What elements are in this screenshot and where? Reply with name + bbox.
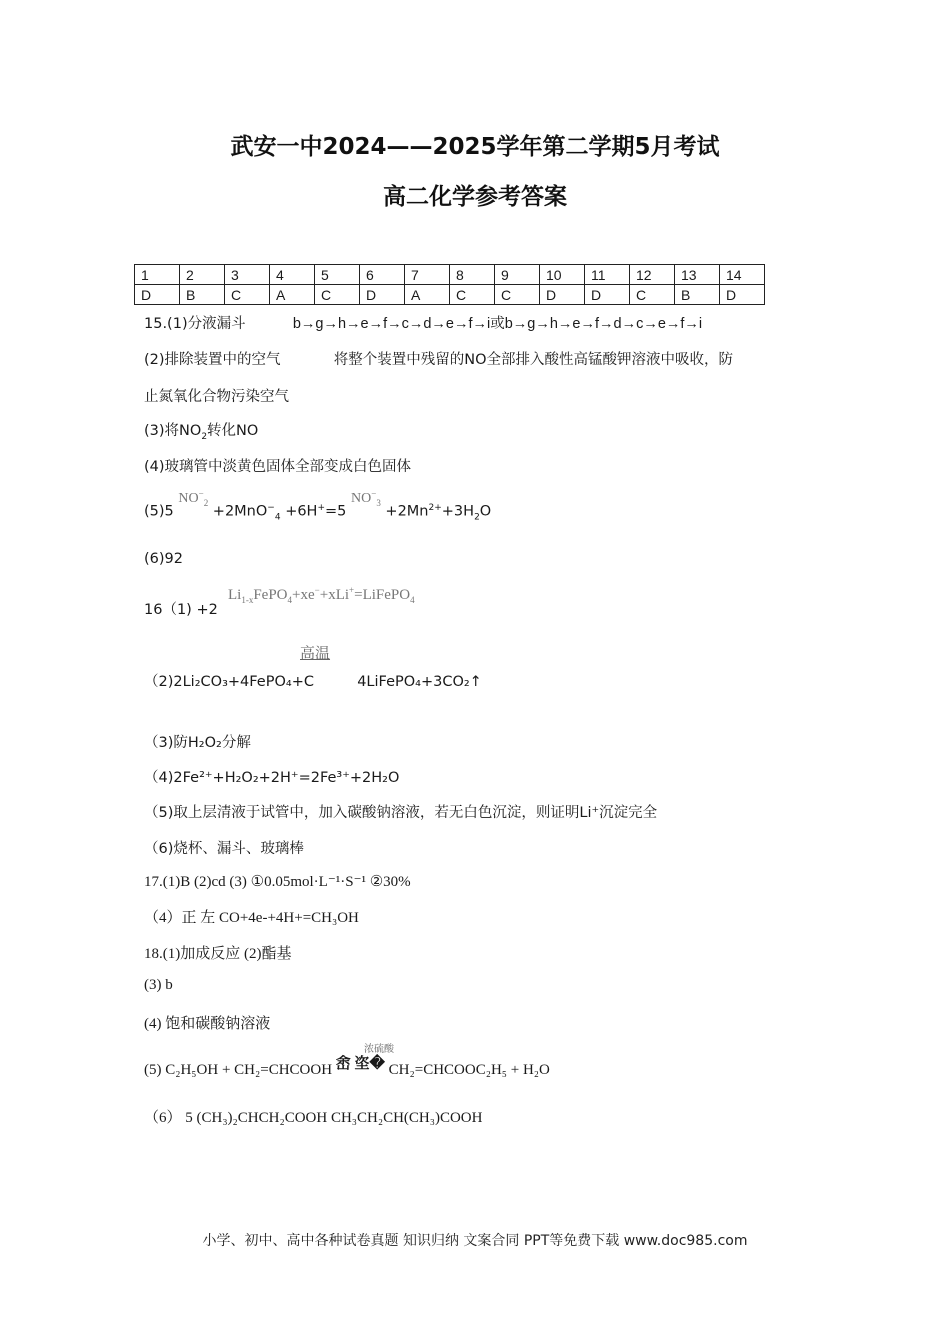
q15-5-eq: =5	[325, 503, 347, 520]
answer-cell: C	[630, 285, 675, 305]
q16-line-3: （3)防H₂O₂分解	[144, 735, 251, 751]
question-number-cell: 1	[135, 265, 180, 285]
answer-cell: D	[135, 285, 180, 305]
high-temp-condition: 高温	[300, 646, 331, 662]
q18-line-3: (4) 饱和碳酸钠溶液	[144, 1016, 271, 1032]
q16-line-2	[144, 670, 482, 691]
answer-cell: C	[495, 285, 540, 305]
q15-5-h2o-a: +3H	[441, 503, 475, 520]
answer-table-answer-row	[135, 285, 765, 305]
catalyst-condition: 浓硫酸	[364, 1044, 394, 1055]
page-title: 武安一中2024——2025学年第二学期5月考试	[230, 134, 720, 160]
question-number-cell: 5	[315, 265, 360, 285]
q16-2-products: 4LiFePO₄+3CO₂↑	[357, 674, 482, 690]
q15-3-text-a: (3)将NO	[144, 423, 202, 439]
q15-5-h2o-b: O	[479, 503, 492, 520]
q18-line-2: (3) b	[144, 977, 173, 993]
q18-line-1: 18.(1)加成反应 (2)酯基	[144, 946, 292, 962]
answer-cell: D	[585, 285, 630, 305]
answer-cell: C	[225, 285, 270, 305]
q16-2-reactants: （2)2Li₂CO₃+4FePO₄+C	[144, 674, 314, 690]
q17-line-2: （4）正 左 CO+4e-+4H+=CH₃OH	[144, 910, 359, 926]
q15-line-4: (3)将$NO_2$转化NO	[144, 423, 259, 442]
answer-cell: C	[450, 285, 495, 305]
q15-3-text-b: 转化NO	[207, 423, 259, 439]
question-number-cell: 11	[585, 265, 630, 285]
question-number-cell: 4	[270, 265, 315, 285]
question-number-cell: 13	[675, 265, 720, 285]
q15-line-7: (6)92	[144, 551, 183, 567]
q15-2-answer-b: 将整个装置中残留的NO全部排入酸性高锰酸钾溶液中吸收，防	[333, 352, 734, 368]
q18-line-4	[144, 1058, 550, 1079]
q15-5-h: +6H	[285, 503, 318, 520]
q15-line-1	[144, 312, 702, 333]
question-number-cell: 8	[450, 265, 495, 285]
q15-5-coef: (5)5	[144, 503, 174, 520]
footer-ad: 小学、初中、高中各种试卷真题 知识归纳 文案合同 PPT等免费下载 www.doc985.com	[202, 1233, 748, 1249]
eq-xli: +xLi	[319, 587, 350, 603]
answer-cell: B	[675, 285, 720, 305]
q16-line-1	[144, 585, 415, 619]
q16-line-6: （6)烧杯、漏斗、玻璃棒	[144, 841, 304, 857]
q15-line-5: (4)玻璃管中淡黄色固体全部变成白色固体	[144, 459, 412, 475]
answer-cell: A	[270, 285, 315, 305]
eq-li: Li	[228, 587, 242, 603]
q15-1-answer-a: 15.(1)分液漏斗	[144, 316, 246, 332]
question-number-cell: 12	[630, 265, 675, 285]
q15-1-answer-b: b→g→h→e→f→c→d→e→f→i或b→g→h→e→f→d→c→e→f→i	[292, 316, 703, 332]
nitrate-no: NO	[351, 490, 372, 506]
q18-5-products: CH₂=CHCOOC₂H₅ + H₂O	[388, 1062, 550, 1078]
q16-line-4: （4)2Fe²⁺+H₂O₂+2H⁺=2Fe³⁺+2H₂O	[144, 770, 400, 786]
q15-line-3: 止氮氧化合物污染空气	[144, 389, 289, 405]
q15-line-6: (5)5 $NO^-_2 +2MnO^-_4 +6H^+=5$ $NO^-_3 +2Mn^{2+}+3H_2O$	[144, 488, 492, 523]
electrode-equation: $Li_{1-x}FePO_4+xe^-+xLi^+=LiFePO_4$	[228, 585, 415, 605]
nitrite-no: NO	[178, 490, 199, 506]
answer-cell: D	[540, 285, 585, 305]
question-number-cell: 7	[405, 265, 450, 285]
answer-table-number-row	[135, 265, 765, 285]
q16-1-answer: 16（1) +2	[144, 602, 218, 618]
q15-line-2	[144, 348, 733, 369]
reaction-arrow-glyph: 峹 垐�	[335, 1056, 385, 1072]
eq-product: =LiFePO	[354, 587, 411, 603]
q18-5-reactants: (5) C₂H₅OH + CH₂=CHCOOH	[144, 1062, 333, 1078]
q18-line-5: （6） 5 (CH₃)₂CHCH₂COOH CH₃CH₂CH(CH₃)COOH	[144, 1110, 483, 1126]
eq-e: +xe	[292, 587, 315, 603]
answer-cell: D	[360, 285, 405, 305]
question-number-cell: 2	[180, 265, 225, 285]
answer-table	[134, 264, 765, 305]
q15-2-answer-a: (2)排除装置中的空气	[144, 352, 281, 368]
q15-5-mno: +2MnO	[212, 503, 268, 520]
eq-fepo: FePO	[253, 587, 288, 603]
nitrite-formula: $NO^-_2$	[178, 488, 209, 508]
question-number-cell: 3	[225, 265, 270, 285]
q15-5-mn: +2Mn	[385, 503, 429, 520]
question-number-cell: 6	[360, 265, 405, 285]
question-number-cell: 10	[540, 265, 585, 285]
page-subtitle: 高二化学参考答案	[383, 184, 567, 210]
nitrate-formula: $NO^-_3$	[351, 488, 381, 508]
question-number-cell: 14	[720, 265, 765, 285]
answer-cell: B	[180, 285, 225, 305]
answer-cell: D	[720, 285, 765, 305]
question-number-cell: 9	[495, 265, 540, 285]
answer-cell: A	[405, 285, 450, 305]
q16-line-5: （5)取上层清液于试管中，加入碳酸钠溶液，若无白色沉淀，则证明Li⁺沉淀完全	[144, 805, 658, 821]
q17-line-1: 17.(1)B (2)cd (3) ①0.05mol·L⁻¹·S⁻¹ ②30%	[144, 874, 411, 890]
answer-cell: C	[315, 285, 360, 305]
